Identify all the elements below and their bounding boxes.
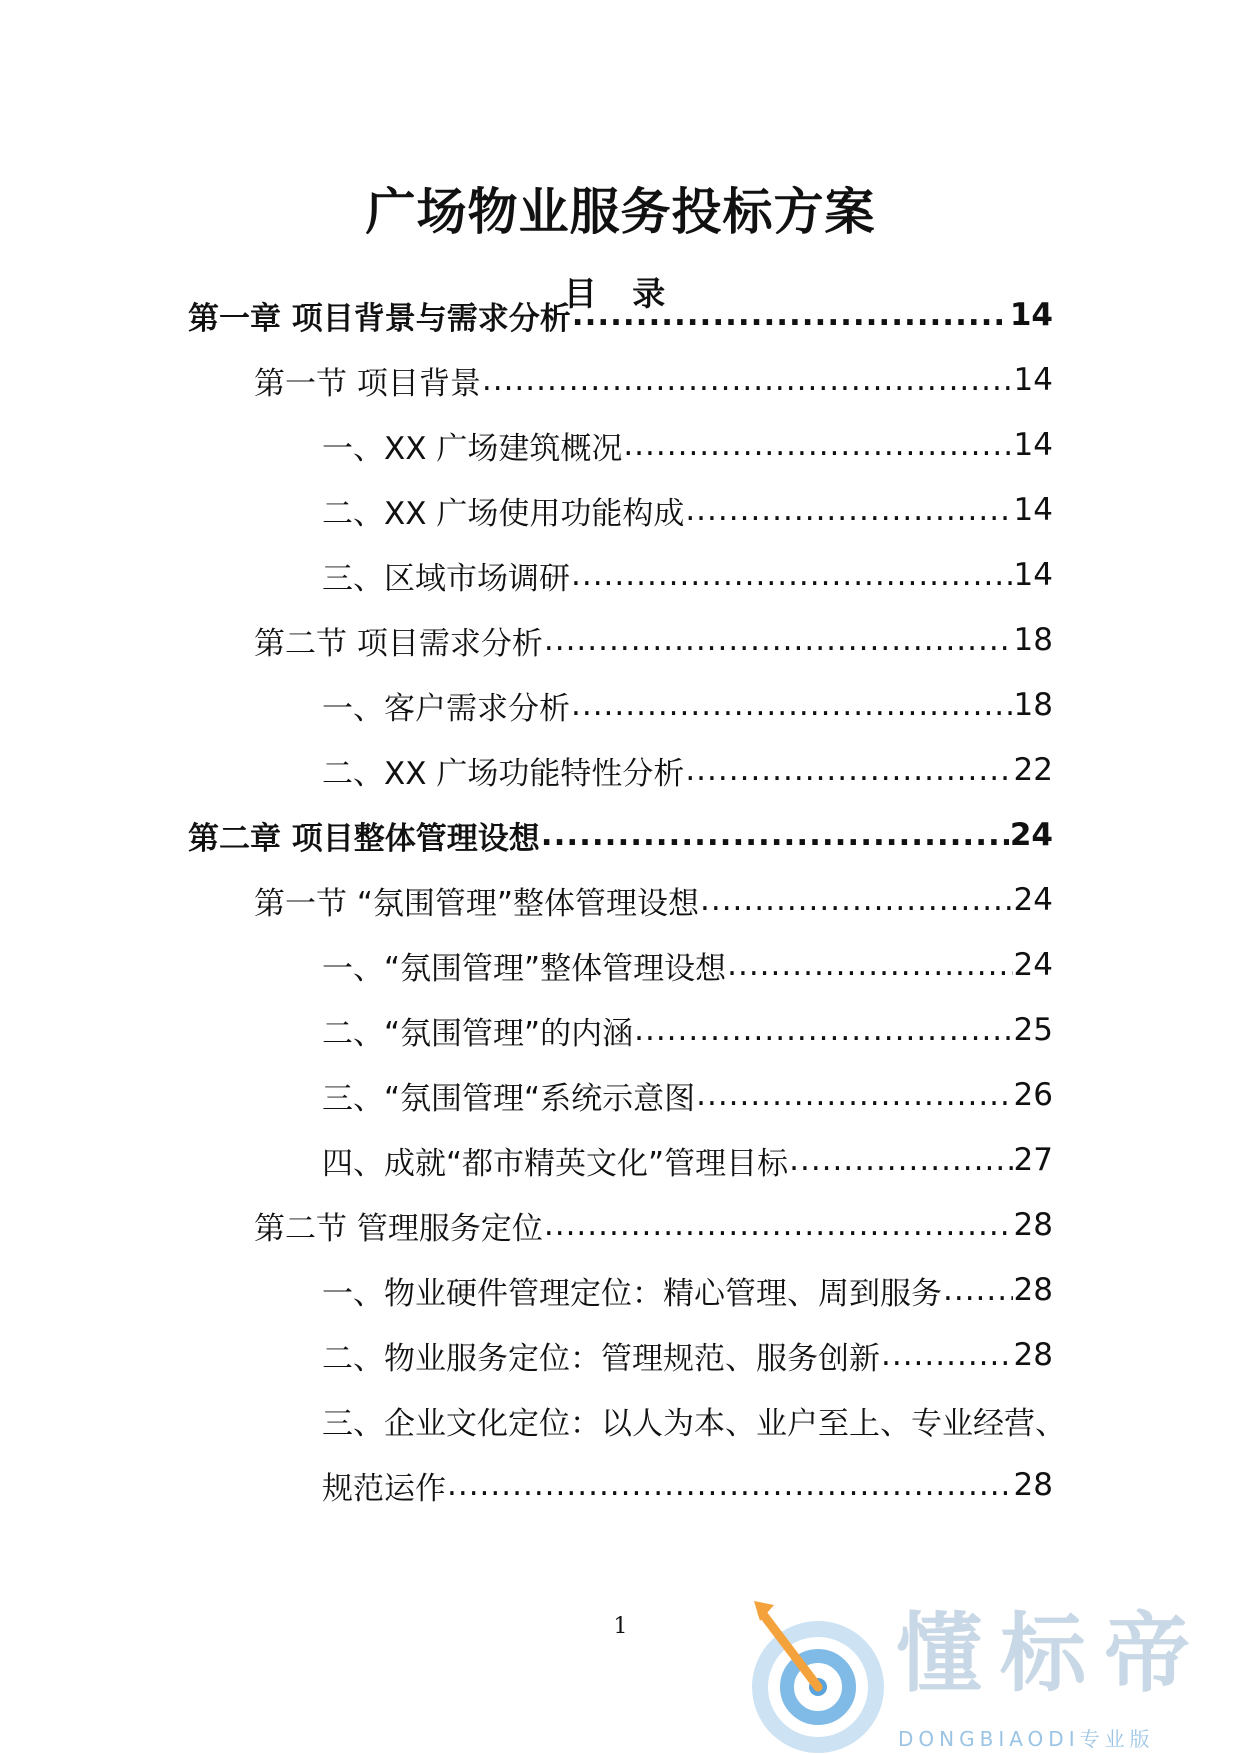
toc-entry-text: 二、“氛围管理”的内涵	[322, 1015, 634, 1052]
toc-entry-item[interactable]	[322, 1135, 1053, 1185]
watermark-brand-name: 懂标帝	[896, 1604, 1208, 1704]
dot-leader	[685, 492, 1012, 528]
toc-entry-text: 一、“氛围管理”整体管理设想	[322, 950, 727, 987]
toc-entry-text: 第二章 项目整体管理设想	[188, 820, 540, 857]
toc-entry-text: 第一节 “氛围管理”整体管理设想	[254, 885, 699, 922]
toc-page-number: 22	[1013, 752, 1053, 788]
toc-entry-text: 二、物业服务定位：管理规范、服务创新	[322, 1340, 880, 1377]
toc-entry-item[interactable]	[322, 1265, 1053, 1315]
dot-leader	[571, 687, 1013, 723]
dot-leader	[634, 1012, 1012, 1048]
toc-entry-text: 四、成就“都市精英文化”管理目标	[322, 1145, 789, 1182]
dot-leader	[571, 557, 1013, 593]
dot-leader	[623, 427, 1012, 463]
toc-entry-chapter-1[interactable]	[188, 290, 1053, 340]
dot-leader	[572, 297, 1009, 333]
toc-page-number: 24	[1013, 882, 1053, 918]
target-arrow-icon	[744, 1583, 894, 1754]
dot-leader	[881, 1337, 1013, 1373]
toc-entry-text: 一、XX 广场建筑概况	[322, 430, 623, 467]
toc-page-number: 14	[1013, 492, 1053, 528]
toc-entry-item-wrapped-line[interactable]	[322, 1395, 1066, 1445]
toc-entry-item[interactable]	[322, 550, 1053, 600]
watermark	[744, 1583, 1241, 1754]
dot-leader	[696, 1077, 1012, 1113]
dot-leader	[943, 1272, 1013, 1308]
toc-entry-text: 第二节 项目需求分析	[254, 625, 543, 662]
toc-entry-item[interactable]	[322, 680, 1053, 730]
toc-entry-item[interactable]	[322, 1070, 1053, 1120]
toc-entry-item[interactable]	[322, 745, 1053, 795]
toc-entry-item[interactable]	[322, 485, 1053, 535]
toc-entry-text: 二、XX 广场使用功能构成	[322, 495, 685, 532]
toc-entry-item[interactable]	[322, 420, 1053, 470]
toc-entry-text: 一、客户需求分析	[322, 690, 570, 727]
toc-page-number: 25	[1013, 1012, 1053, 1048]
toc-entry-text-line1: 三、企业文化定位：以人为本、业户至上、专业经营、	[322, 1405, 1066, 1442]
toc-page-number: 14	[1013, 427, 1053, 463]
dot-leader	[544, 622, 1013, 658]
toc-page-number: 14	[1009, 297, 1053, 333]
toc-page-number: 14	[1013, 557, 1053, 593]
toc-entry-text: 第一节 项目背景	[254, 365, 481, 402]
toc-entry-text: 第一章 项目背景与需求分析	[188, 300, 571, 337]
toc-entry-item[interactable]	[322, 1460, 1053, 1510]
toc-entry-item[interactable]	[322, 1330, 1053, 1380]
toc-page-number: 14	[1013, 362, 1053, 398]
toc-entry-text: 第二节 管理服务定位	[254, 1210, 543, 1247]
toc-entry-chapter-2[interactable]	[188, 810, 1053, 860]
dot-leader	[700, 882, 1013, 918]
toc-entry-text: 规范运作	[322, 1470, 446, 1507]
toc-page-number: 26	[1013, 1077, 1053, 1113]
page-number: 1	[613, 1614, 628, 1639]
toc-entry-section[interactable]	[254, 1200, 1053, 1250]
toc-page-number: 18	[1013, 687, 1053, 723]
toc-page-number: 27	[1013, 1142, 1053, 1178]
toc-page-number: 24	[1009, 817, 1053, 853]
dot-leader	[447, 1467, 1013, 1503]
toc-entry-section[interactable]	[254, 875, 1053, 925]
toc-entry-text: 三、区域市场调研	[322, 560, 570, 597]
dot-leader	[727, 947, 1012, 983]
toc-entry-text: 一、物业硬件管理定位：精心管理、周到服务	[322, 1275, 942, 1312]
dot-leader	[541, 817, 1009, 853]
toc-entry-text: 三、“氛围管理“系统示意图	[322, 1080, 696, 1117]
toc-heading: 目 录	[563, 274, 678, 313]
toc-page-number: 28	[1013, 1337, 1053, 1373]
toc-page-number: 28	[1013, 1272, 1053, 1308]
toc-entry-item[interactable]	[322, 940, 1053, 990]
toc-entry-section[interactable]	[254, 615, 1053, 665]
toc-entry-text: 二、XX 广场功能特性分析	[322, 755, 685, 792]
toc-page-number: 28	[1013, 1467, 1053, 1503]
toc-entry-item[interactable]	[322, 1005, 1053, 1055]
watermark-subtitle: DONGBIAODI专业版	[898, 1727, 1155, 1751]
dot-leader	[789, 1142, 1012, 1178]
dot-leader	[685, 752, 1012, 788]
toc-entry-section[interactable]	[254, 355, 1053, 405]
dot-leader	[544, 1207, 1013, 1243]
toc-page-number: 28	[1013, 1207, 1053, 1243]
toc-page-number: 24	[1013, 947, 1053, 983]
dot-leader	[482, 362, 1013, 398]
document-title: 广场物业服务投标方案	[365, 183, 876, 241]
toc-page-number: 18	[1013, 622, 1053, 658]
